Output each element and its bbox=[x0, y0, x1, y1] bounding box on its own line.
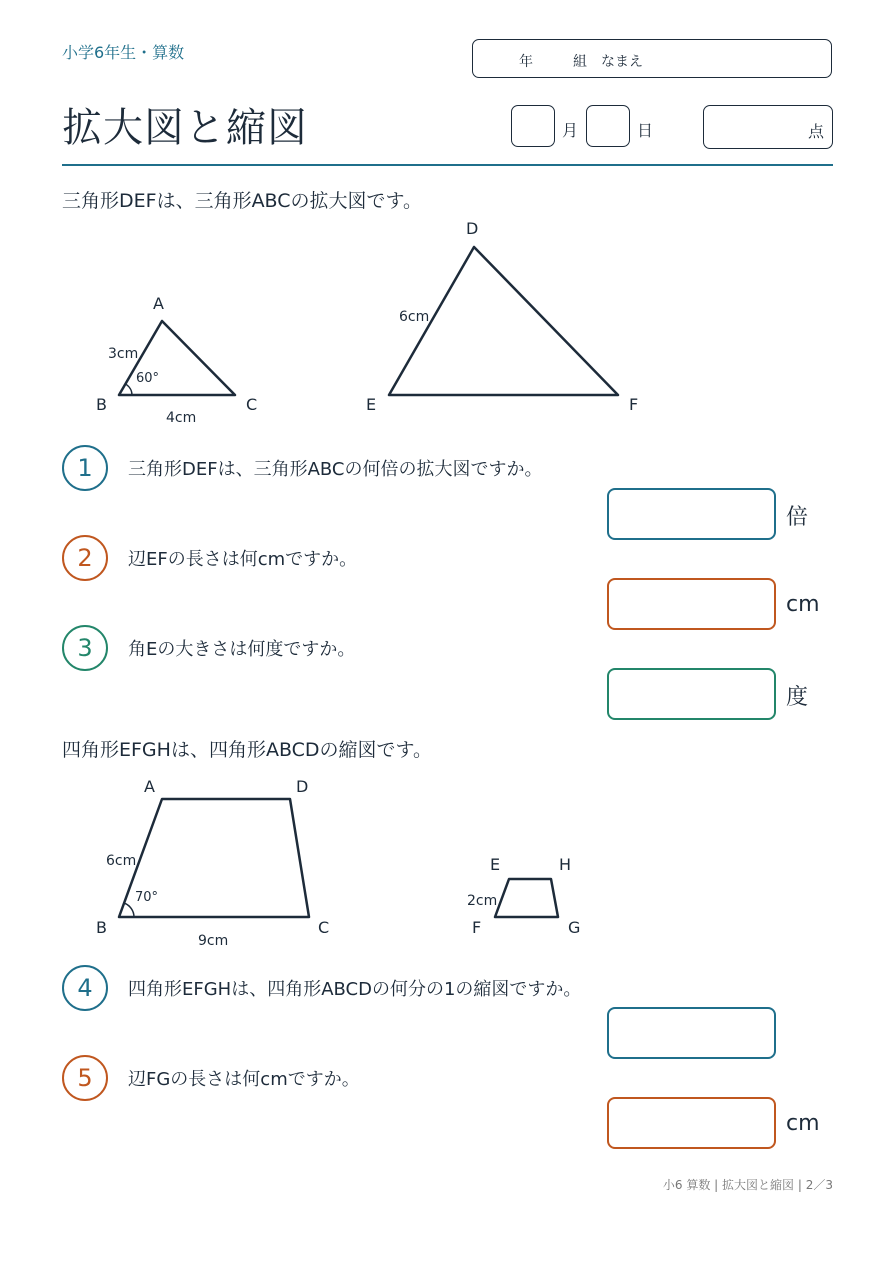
triangle-abc bbox=[96, 294, 257, 426]
side-de: 6cm bbox=[399, 309, 430, 325]
label-b: B bbox=[96, 918, 107, 937]
label-h: H bbox=[559, 855, 572, 874]
name-label: なまえ bbox=[601, 54, 643, 70]
page-title: 拡大図と縮図 bbox=[62, 105, 308, 151]
angle-b: 70° bbox=[135, 890, 159, 905]
day-label: 日 bbox=[637, 121, 654, 140]
label-c: C bbox=[246, 395, 258, 414]
label-d: D bbox=[296, 777, 309, 796]
answer-box-5[interactable] bbox=[607, 1097, 776, 1149]
question-text: 角Eの大きさは何度ですか。 bbox=[128, 639, 356, 660]
triangle-def bbox=[366, 219, 638, 414]
question-number: 5 bbox=[62, 1055, 108, 1101]
quad-abcd bbox=[96, 777, 329, 949]
score-label: 点 bbox=[807, 122, 824, 141]
question-number: 1 bbox=[62, 445, 108, 491]
grade-label: 小学6年生・算数 bbox=[62, 43, 185, 62]
section2-intro: 四角形EFGHは、四角形ABCDの縮図です。 bbox=[62, 739, 433, 761]
question-text: 辺EFの長さは何cmですか。 bbox=[128, 549, 358, 570]
unit-2: cm bbox=[786, 592, 820, 617]
label-d: D bbox=[466, 219, 479, 238]
question-number: 4 bbox=[62, 965, 108, 1011]
label-f: F bbox=[629, 395, 639, 414]
label-f: F bbox=[472, 918, 482, 937]
unit-3: 度 bbox=[786, 685, 809, 710]
answer-box-3[interactable] bbox=[607, 668, 776, 720]
side-ef: 2cm bbox=[467, 893, 498, 909]
question-text: 三角形DEFは、三角形ABCの何倍の拡大図ですか。 bbox=[128, 459, 543, 480]
question-number: 2 bbox=[62, 535, 108, 581]
label-e: E bbox=[366, 395, 377, 414]
month-label: 月 bbox=[562, 121, 579, 140]
year-label: 年 bbox=[519, 54, 533, 70]
label-e: E bbox=[490, 855, 501, 874]
question-text: 四角形EFGHは、四角形ABCDの何分の1の縮図ですか。 bbox=[128, 979, 582, 1000]
label-g: G bbox=[568, 918, 581, 937]
class-label: 組 bbox=[573, 54, 587, 70]
quad-efgh bbox=[467, 855, 580, 937]
label-a: A bbox=[144, 777, 155, 796]
answer-box-2[interactable] bbox=[607, 578, 776, 630]
label-a: A bbox=[153, 294, 164, 313]
side-bc: 4cm bbox=[166, 410, 197, 426]
answer-box-4[interactable] bbox=[607, 1007, 776, 1059]
unit-1: 倍 bbox=[786, 505, 809, 530]
unit-5: cm bbox=[786, 1111, 820, 1136]
side-ab: 6cm bbox=[106, 853, 137, 869]
label-b: B bbox=[96, 395, 107, 414]
section1-intro: 三角形DEFは、三角形ABCの拡大図です。 bbox=[62, 190, 423, 212]
side-ab: 3cm bbox=[108, 346, 139, 362]
angle-b: 60° bbox=[136, 371, 160, 386]
page-footer: 小6 算数 | 拡大図と縮図 | 2／3 bbox=[662, 1178, 833, 1192]
label-c: C bbox=[318, 918, 330, 937]
question-number: 3 bbox=[62, 625, 108, 671]
answer-box-1[interactable] bbox=[607, 488, 776, 540]
question-text: 辺FGの長さは何cmですか。 bbox=[128, 1069, 360, 1090]
side-bc: 9cm bbox=[198, 933, 229, 949]
